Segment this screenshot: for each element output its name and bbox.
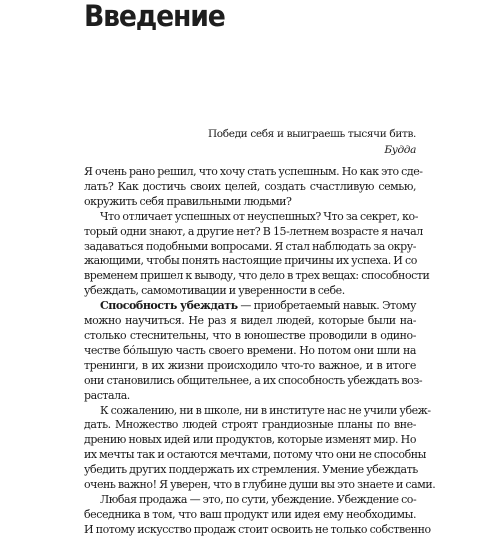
text-line: К сожалению, ни в школе, ни в институте нас не учили убеж-: [100, 403, 431, 417]
text-line: беседника в том, что ваш продукт или идея ему необходимы.: [84, 507, 416, 521]
bold-lead: Способность убеждать: [100, 299, 238, 313]
text-line: [84, 299, 416, 314]
text-line: жающими, чтобы понять настоящие причины их успеха. И со: [84, 254, 417, 268]
epigraph-author: Будда: [384, 144, 416, 156]
paragraph-1: [84, 165, 423, 210]
lead-rest: — приобретаемый навык. Этому: [237, 299, 416, 313]
text-line: убеждать, самомотивации и уверенности в себе.: [84, 284, 345, 298]
epigraph-quote: Победи себя и выиграешь тысячи битв.: [207, 128, 416, 140]
text-line: честве бо́льшую часть своего времени. Но потом они шли на: [84, 343, 416, 357]
text-line: И потому искусство продаж стоит освоить не только собственно: [84, 522, 431, 536]
text-line: Я очень рано решил, что хочу стать успешным. Но как это сде-: [84, 165, 423, 178]
text-line: очень важно! Я уверен, что в глубине души вы это знаете и сами.: [84, 478, 436, 492]
text-line: растала.: [84, 388, 130, 402]
text-line: задаваться подобными вопросами. Я стал наблюдать за окру-: [84, 239, 416, 253]
text-line: тренинги, в их жизни происходило что-то важное, и в итоге: [84, 358, 416, 372]
chapter-title: Введение: [84, 0, 225, 33]
text-line: временем пришел к выводу, что дело в трех вещах: способности: [84, 269, 430, 283]
text-line: торый одни знают, а другие нет? В 15-летнем возрасте я начал: [84, 224, 423, 238]
text-line: дрению новых идей или продуктов, которые изменят мир. Но: [84, 433, 416, 447]
text-line: лать? Как достичь своих целей, создать счастливую семью,: [84, 179, 416, 193]
paragraph-3: [84, 299, 423, 403]
paragraph-5: [84, 492, 431, 538]
text-line: можно научиться. Не раз я видел людей, которые были на-: [84, 314, 416, 328]
text-line: они становились общительнее, а их способность убеждать воз-: [84, 373, 423, 387]
text-line: дать. Множество людей строят грандиозные планы по вне-: [84, 418, 416, 432]
text-line: окружить себя правильными людьми?: [84, 194, 292, 208]
text-line: Любая продажа — это, по сути, убеждение. Убеждение со-: [100, 492, 417, 506]
paragraph-2: [84, 209, 430, 299]
paragraph-4: [84, 403, 436, 493]
text-line: Что отличает успешных от неуспешных? Что за секрет, ко-: [100, 209, 418, 223]
epigraph: [84, 126, 416, 158]
text-line: убедить других поддержать их стремления. Умение убеждать: [84, 463, 418, 477]
text-line: столько стеснительны, что в юношестве проводили в одино-: [84, 328, 416, 342]
text-line: их мечты так и остаются мечтами, потому что они не способны: [84, 448, 426, 462]
body-text: [84, 165, 436, 538]
